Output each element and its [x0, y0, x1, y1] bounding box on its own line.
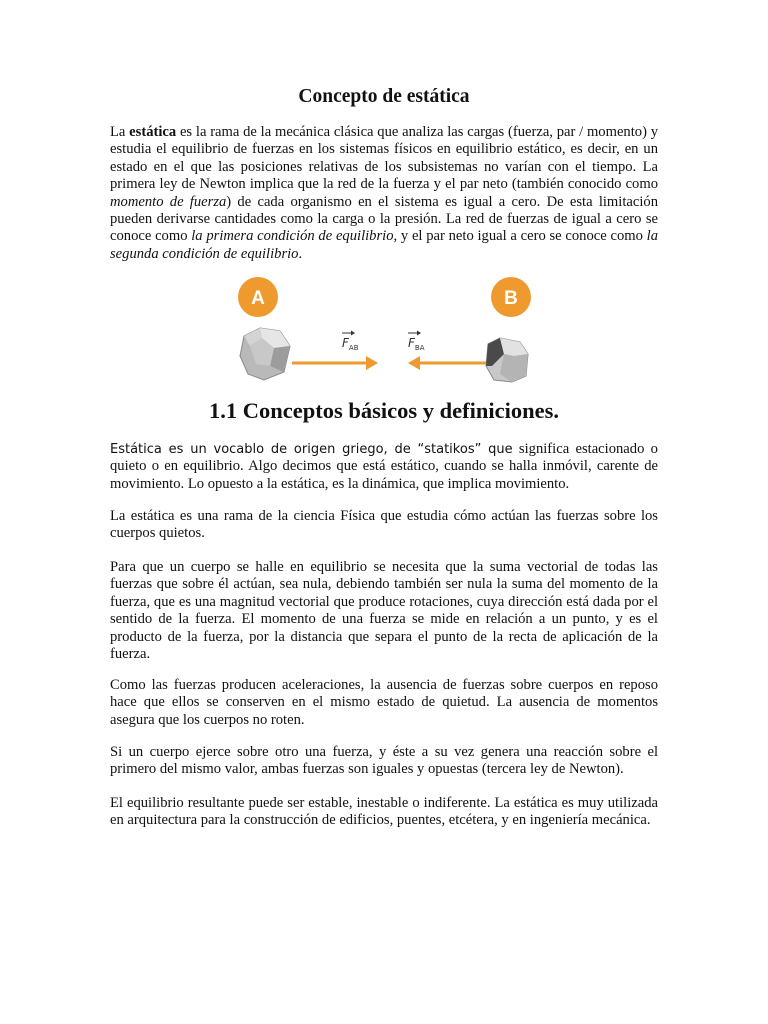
badge-a-label: A — [251, 288, 265, 309]
badge-b-label: B — [504, 288, 518, 309]
paragraph-stability: El equilibrio resultante puede ser estable, inestable o indiferente. La estática es muy utilizada en arquitectura para la construcción de edificios, puentes, etcétera, y en ingeniería mecánica. — [110, 795, 658, 829]
intro-bold-term: estática — [129, 124, 177, 140]
force-ab-label: $F_{AB}$ — [342, 336, 359, 352]
intro-text-4: , y el par neto igual a cero se conoce como — [393, 228, 647, 245]
paragraph-definition — [110, 441, 658, 493]
force-ba-label: $F_{BA}$ — [408, 336, 425, 352]
paragraph-definition-lead: Estática es un vocablo de origen griego, de “statikos” que — [110, 442, 513, 457]
intro-italic-1: momento de fuerza — [110, 193, 227, 210]
section-heading: 1.1 Conceptos básicos y definiciones. — [208, 398, 559, 423]
intro-italic-3: la segunda condición de equilibrio — [110, 228, 659, 262]
intro-italic-2: la primera condición de equilibrio — [191, 228, 394, 245]
page-title: Concepto de estática — [298, 86, 470, 107]
paragraph-physics: La estática es una rama de la ciencia Física que estudia cómo actúan las fuerzas sobre los cuerpos quietos. — [110, 508, 658, 542]
intro-paragraph — [110, 124, 658, 263]
intro-text-3: ) de cada organismo en el sistema es igual a cero. De esta limitación pueden derivarse cantidades como la carga o la presión. La red de fuerzas de igual a cero se conoce como — [110, 193, 658, 245]
paragraph-newton-third-law: Si un cuerpo ejerce sobre otro una fuerza, y éste a su vez genera una reacción sobre el primero del mismo valor, ambas fuerzas son iguales y opuestas (tercera ley de Newton). — [110, 744, 658, 778]
intro-text-5: . — [298, 245, 303, 262]
rock-a-icon — [240, 328, 290, 380]
force-ba-arrowhead — [408, 356, 420, 370]
intro-text-2: es la rama de la mecánica clásica que analiza las cargas (fuerza, par / momento) y estudia el equilibrio de fuerzas en los sistemas físicos en equilibrio estático, es decir, en un estado en el que las posiciones relativas de los subsistemas no varían con el tiempo. La primera ley de Newton implica que la red de la fuerza y el par neto (también conocido como — [110, 124, 658, 193]
intro-text-1: La — [110, 124, 130, 140]
rock-b-icon — [486, 338, 528, 382]
action-reaction-figure — [230, 276, 540, 388]
paragraph-definition-rest: significa estacionado o quieto o en equilibrio. Algo decimos que está estático, cuando se halla inmóvil, carente de movimiento. Lo opuesto a la estática, es la dinámica, que implica movimiento. — [110, 441, 658, 492]
paragraph-equilibrium: Para que un cuerpo se halle en equilibrio se necesita que la suma vectorial de todas las fuerzas que sobre él actúan, sea nula, debiendo también ser nula la suma del momento de la fuerza, que es una magnitud vectorial que produce rotaciones, cuya dirección está dada por el sentido de la fuerza. El momento de una fuerza se mide en relación a un punto, y es el producto de la fuerza, por la distancia que separa el punto de la recta de aplicación de la fuerza. — [110, 559, 658, 663]
paragraph-accelerations: Como las fuerzas producen aceleraciones, la ausencia de fuerzas sobre cuerpos en reposo hace que ellos se conserven en el mismo estado de quietud. La ausencia de momentos asegura que los cuerpos no roten. — [110, 677, 658, 728]
force-ab-arrowhead — [366, 356, 378, 370]
